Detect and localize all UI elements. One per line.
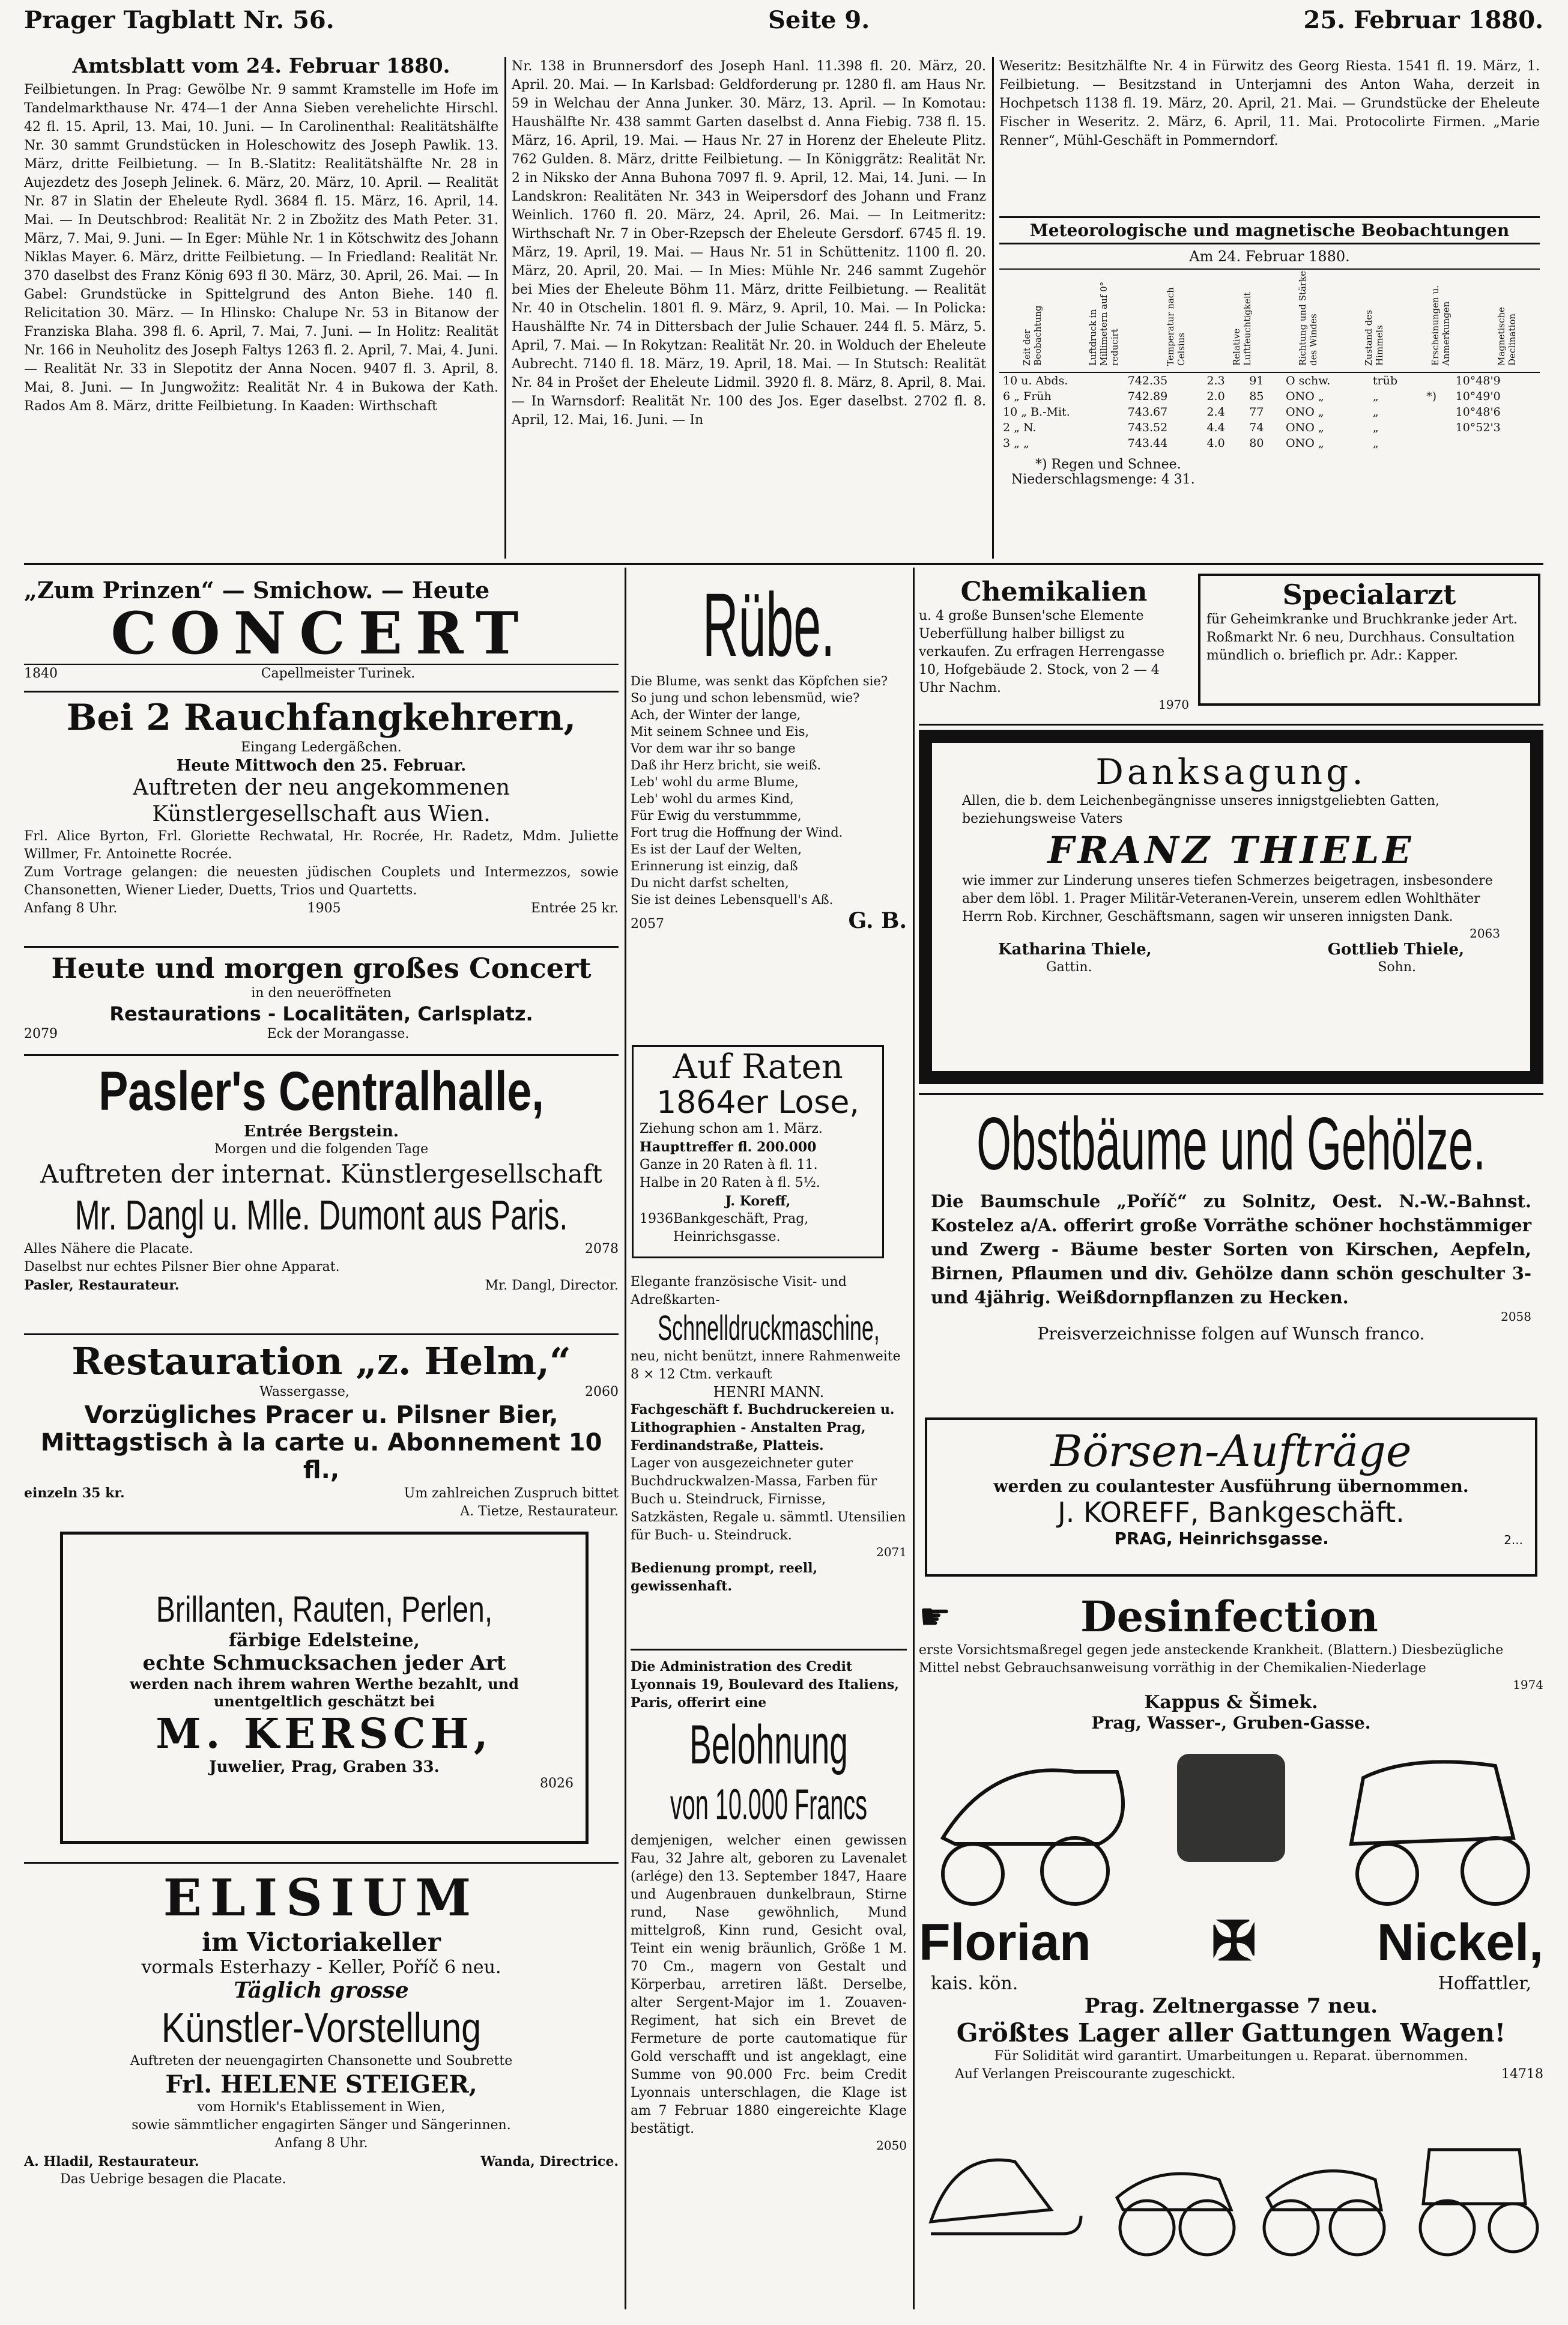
meteo-cell: 10 „ B.-Mit.	[1003, 405, 1070, 419]
meteo-col-header: Magnetische Declination	[1495, 307, 1518, 366]
meteo-cell: ONO „	[1286, 421, 1324, 434]
obst-title: Obstbäume und Gehölze.	[976, 1103, 1486, 1186]
meteo-cell: ONO „	[1286, 390, 1324, 403]
desinf-body: erste Vorsichtsmaßregel gegen jede ansteckende Krankheit. (Blattern.) Diesbezügliche Mittel nebst Gebrauchsanweisung vorräthig in der Chemikalien-Niederlage	[919, 1643, 1504, 1676]
ad-number: 1905	[307, 901, 341, 916]
rauch-l6: Anfang 8 Uhr.	[24, 901, 118, 916]
pasler-l3: Auftreten der internat. Künstlergesellschaft	[40, 1159, 602, 1189]
elisium-l9: Anfang 8 Uhr.	[274, 2136, 368, 2151]
poem-line: Sie ist deines Lebensquell's Aß.	[631, 893, 834, 907]
meteo-cell: 743.67	[1127, 405, 1168, 419]
pasler-l6: Daselbst nur echtes Pilsner Bier ohne Apparat.	[24, 1260, 340, 1275]
meteo-date: Am 24. Februar 1880.	[1189, 248, 1350, 265]
dank-sig2: Gottlieb Thiele,	[1327, 941, 1464, 959]
nickel-l6: Größtes Lager aller Gattungen Wagen!	[956, 2018, 1506, 2048]
schnell-l3: neu, nicht benützt, innere Rahmenweite 8 × 12 Ctm. verkauft	[631, 1349, 901, 1382]
meteo-cell	[1423, 373, 1452, 389]
raten-l3: Ziehung schon am 1. März.	[640, 1121, 823, 1136]
header-left: Prager Tagblatt Nr. 56.	[24, 6, 334, 34]
meteo-cell: 743.52	[1127, 421, 1168, 434]
helm-l1: Wassergasse,	[259, 1384, 350, 1399]
elisium-l10: A. Hladil, Restaurateur.	[24, 2154, 199, 2169]
obst-foot: Preisverzeichnisse folgen auf Wunsch franco.	[1037, 1324, 1425, 1344]
elisium-l12: Das Uebrige besagen die Placate.	[60, 2172, 286, 2187]
pointing-hand-icon: ☛	[919, 1595, 951, 1638]
ad-belohnung	[631, 1658, 907, 2306]
section-rule	[24, 691, 619, 693]
section-rule	[919, 724, 1543, 726]
amtsblatt-col1	[24, 54, 498, 559]
heute-title: Heute und morgen großes Concert	[51, 952, 592, 984]
meteo-cell: 2 „ N.	[1003, 421, 1037, 434]
chem-body: u. 4 große Bunsen'sche Elemente Ueberfüllung halber billigst zu verkaufen. Zu erfragen Herrengasse 10, Hofgebäude 2. Stock, von 2 — 4 Uhr Nachm.	[919, 608, 1165, 696]
meteo-table	[999, 216, 1540, 559]
schnell-l1: Elegante französische Visit- und Adreßkarten-	[631, 1275, 847, 1308]
pasler-l1: Entrée Bergstein.	[244, 1123, 399, 1141]
meteo-cell: 4.0	[1206, 437, 1225, 450]
divider	[504, 57, 506, 559]
kersch-l4: werden nach ihrem wahren Werthe bezahlt, und unentgeltlich geschätzt bei	[130, 1675, 519, 1710]
kersch-l1: Brillanten, Rauten, Perlen,	[156, 1589, 493, 1629]
carriage-icon	[919, 1736, 1543, 1910]
kersch-l5: M. KERSCH,	[156, 1710, 493, 1758]
meteo-cell: 742.89	[1127, 390, 1168, 403]
helm-l4: einzeln 35 kr.	[24, 1485, 125, 1501]
elisium-l8: sowie sämmtlicher engagirten Sänger und Sängerinnen.	[132, 2118, 511, 2133]
section-rule	[24, 1333, 619, 1335]
amtsblatt-text-1: Feilbietungen. In Prag: Gewölbe Nr. 9 sammt Kramstelle im Hofe im Tandelmarkthause Nr. 474—1 der Anna Sieben verehelichte Hirschl. 42 fl. 15. April, 13. Mai, 10. Juni. — In Carolinenthal: Realitätshälfte Nr. 30 sammt Grundstücken in Holeschowitz des Joseph Pawlik. 13. März, dritte Feilbietung. — In B.-Slatitz: Realitätshälfte Nr. 28 in Aujezdetz des Joseph Jelinek. 6. März, 20. März, 10. April. — Realität Nr. 87 in Slatin der Eheleute Rydl. 3684 fl. 15. März, 16. April, 14. Mai. — In Deutschbrod: Realität Nr. 2 in Zbožitz des Math Peter. 31. März, 7. Mai, 9. Juni. — In Eger: Mühle Nr. 1 in Kötschwitz des Johann Niklas Mayer. 6. März, dritte Feilbietung. — In Friedland: Realität Nr. 370 daselbst des Franz König 693 fl 30. März, 30. April, 26. Mai. — In Gabel: Grundstücke in Spittelgrund des Anton Biehe. 140 fl. Relicitation 30. März. — In Hlinsko: Chalupe Nr. 53 in Bitanow der Franziska Blaha. 398 fl. 6. April, 7. Mai, 7. Juni. — In Holitz: Realität Nr. 166 in Neuholitz des Joseph Faltys 1263 fl. 2. April, 7. Mai, 4. Juni. — Realität Nr. 33 in Slepotitz der Anna Nocen. 9407 fl. 3. April, 8. Mai, 8. Juni. — In Jungwožitz: Realität Nr. 4 in Bukowa der Kath. Rados Am 8. März, dritte Feilbietung. In Kaaden: Wirthschaft	[24, 82, 498, 414]
sleigh-illustration	[919, 2090, 1543, 2270]
eagle-icon: ✠	[1211, 1912, 1257, 1972]
heute-l3: Eck der Morangasse.	[267, 1026, 410, 1041]
helm-title: Restauration „z. Helm,“	[71, 1339, 571, 1383]
pasler-l2: Morgen und die folgenden Tage	[214, 1142, 429, 1157]
section-rule	[24, 946, 619, 948]
raten-l8: Bankgeschäft, Prag, Heinrichsgasse.	[673, 1211, 809, 1244]
poem-line: Leb' wohl du armes Kind,	[631, 792, 794, 806]
helm-l2: Vorzügliches Pracer u. Pilsner Bier,	[84, 1401, 558, 1429]
meteo-cell	[1452, 435, 1540, 451]
ad-chemikalien	[919, 577, 1189, 721]
amtsblatt-title: Amtsblatt vom 24. Februar 1880.	[72, 54, 450, 78]
elisium-l4: Künstler-Vorstellung	[161, 2004, 482, 2051]
heute-l1: in den neueröffneten	[251, 986, 392, 1001]
helm-l6: A. Tietze, Restaurateur.	[460, 1504, 619, 1519]
meteo-cell	[1423, 420, 1452, 435]
meteo-cell: 10°49'0	[1455, 390, 1501, 403]
ad-obstbaeume	[919, 1099, 1543, 1375]
meteo-cell: 4.4	[1206, 421, 1225, 434]
meteo-row	[999, 420, 1540, 435]
meteo-title: Meteorologische und magnetische Beobachtungen	[999, 216, 1540, 244]
boerse-title: Börsen-Aufträge	[1050, 1426, 1412, 1476]
ad-desinfection	[919, 1592, 1543, 1733]
meteo-cell: 10°48'6	[1455, 405, 1501, 419]
meteo-cell	[1423, 435, 1452, 451]
meteo-col-header: Zustand des Himmels	[1363, 310, 1385, 366]
nickel-l1: Florian	[919, 1914, 1091, 1971]
special-title: Specialarzt	[1282, 578, 1456, 611]
schnell-l4: HENRI MANN.	[713, 1384, 825, 1401]
ad-number: 1970	[1158, 697, 1189, 712]
poem-line: Vor dem war ihr so bange	[631, 741, 796, 756]
ad-prinzen	[24, 577, 619, 688]
kersch-l2: färbige Edelsteine,	[229, 1630, 420, 1651]
meteo-cell: 91	[1249, 374, 1264, 387]
meteo-row	[999, 404, 1540, 420]
meteo-cell: 10°48'9	[1455, 374, 1501, 387]
meteo-cell: 743.44	[1127, 437, 1168, 450]
meteo-row	[999, 389, 1540, 404]
ad-danksagung	[919, 730, 1543, 1084]
poem-line: Für Ewig du verstummme,	[631, 808, 802, 823]
nickel-l5: Prag. Zeltnergasse 7 neu.	[1084, 1994, 1378, 2018]
ad-kersch	[60, 1532, 589, 1844]
pasler-l4: Mr. Dangl u. Mlle. Dumont aus Paris.	[74, 1192, 568, 1238]
rauch-l2: Heute Mittwoch den 25. Februar.	[176, 757, 467, 775]
ad-number: 2079	[24, 1026, 58, 1041]
nickel-l2: Nickel,	[1376, 1914, 1543, 1971]
meteo-cell: 74	[1249, 421, 1264, 434]
section-rule	[919, 1093, 1543, 1095]
divider	[625, 568, 626, 2309]
sleigh-icon	[919, 2090, 1543, 2270]
prinzen-concert: CONCERT	[110, 599, 532, 667]
meteo-cell: 2.0	[1206, 390, 1225, 403]
kersch-l3: echte Schmucksachen jeder Art	[142, 1651, 506, 1675]
schnell-l6: Lager von ausgezeichneter guter Buchdruckwalzen-Massa, Farben für Buch u. Steindruck, Firnisse, Satzkästen, Regale u. sämmtl. Utensilien für Buch- u. Steindruck.	[631, 1456, 906, 1543]
dank-name: FRANZ THIELE	[1047, 828, 1415, 872]
meteo-cell: ONO „	[1286, 437, 1324, 450]
ad-boerse	[925, 1417, 1537, 1577]
meteo-cell: „	[1372, 390, 1379, 403]
rauch-l4: Frl. Alice Byrton, Frl. Gloriette Rechwatal, Hr. Rocrée, Hr. Radetz, Mdm. Juliette Willmer, Fr. Antoinette Rocrée.	[24, 829, 619, 862]
meteo-cell: O schw.	[1286, 374, 1331, 387]
boerse-l3: PRAG, Heinrichsgasse.	[1114, 1529, 1329, 1548]
section-rule	[24, 1054, 619, 1056]
meteo-cell: „	[1372, 437, 1379, 450]
meteo-cell: trüb	[1372, 374, 1398, 387]
divider	[992, 57, 994, 559]
schnell-l2: Schnelldruckmaschine,	[658, 1309, 880, 1348]
amtsblatt-text-2: Nr. 138 in Brunnersdorf des Joseph Hanl. 11.398 fl. 20. März, 20. April. 20. Mai. — In Karlsbad: Geldforderung pr. 1280 fl. am Haus Nr. 59 in Welchau der Anna Junker. 30. März, 13. April. — In Komotau: Haushälfte Nr. 438 sammt Garten daselbst d. Anna Fiebig. 738 fl. 15. März, 16. April, 19. Mai. — Haus Nr. 27 in Horenz der Eheleute Plitz. 762 Gulden. 8. März, dritte Feilbietung. — In Königgrätz: Realität Nr. 2 in Niksko der Anna Buhona 7097 fl. 9. April, 12. Mai, 14. Juni. — In Landskron: Realitäten Nr. 343 in Weipersdorf des Johann und Franz Weinlich. 1760 fl. 20. März, 24. April, 26. Mai. — In Leitmeritz: Wirthschaft Nr. 7 in Ober-Rzepsch der Eheleute Gersdorf. 6745 fl. 19. März, 19. April, 19. Mai. — Haus Nr. 51 in Schüttenitz. 1100 fl. 20. März, 20. April, 20. Mai. — In Mies: Mühle Nr. 246 sammt Zugehör bei Mies der Eheleute Böhm 11. März, dritte Feilbietung. — Realität Nr. 40 in Otschelin. 1801 fl. 9. März, 9. April, 10. Mai. — In Policka: Haushälfte Nr. 74 in Dittersbach der Julie Schauer. 244 fl. 5. März, 5. April, 7. Mai. — In Rokytzan: Realität Nr. 20. in Wolduch der Eheleute Aubrecht. 7140 fl. 18. März, 19. April, 18. Mai. — In Stutsch: Realität Nr. 84 in Prošet der Eheleute Lidmil. 3920 fl. 8. März, 8. April, 8. Mai. — In Warnsdorf: Realität Nr. 100 des Jos. Eger daselbst. 2702 fl. 8. April, 12. Mai, 16. Juni. — In	[512, 59, 986, 428]
belohnung-l3: von 10.000 Francs	[670, 1781, 867, 1829]
ruebe-poem	[631, 673, 907, 908]
raten-l4: Haupttreffer fl. 200.000	[640, 1139, 817, 1155]
desinf-title: Desinfection	[1080, 1592, 1378, 1641]
poem-line: So jung und schon lebensmüd, wie?	[631, 691, 860, 705]
raten-l1: Auf Raten	[673, 1047, 843, 1087]
ad-number: 2058	[1501, 1309, 1531, 1324]
raten-l2: 1864er Lose,	[656, 1085, 859, 1121]
dank-sig2b: Sohn.	[1378, 960, 1416, 975]
poem-line: Du nicht darfst schelten,	[631, 876, 789, 890]
elisium-l3: Täglich grosse	[234, 1978, 409, 2003]
rauch-l7: Entrée 25 kr.	[530, 901, 619, 916]
heute-l2: Restaurations - Localitäten, Carlsplatz.	[109, 1002, 533, 1025]
rauch-l5: Zum Vortrage gelangen: die neuesten jüdischen Couplets und Intermezzos, sowie Chansonetten, Wiener Lieder, Duetts, Trios und Quartetts.	[24, 865, 619, 898]
ad-number: 1936	[640, 1211, 673, 1226]
carriage-illustration	[919, 1736, 1543, 1910]
helm-l3: Mittagstisch à la carte u. Abonnement 10 fl.,	[40, 1429, 602, 1484]
dank-sig1b: Gattin.	[1046, 960, 1092, 975]
schnell-l5: Fachgeschäft f. Buchdruckereien u. Lithographien - Anstalten Prag, Ferdinandstraße, Platteis.	[631, 1402, 895, 1454]
header-date: 25. Februar 1880.	[1303, 6, 1543, 34]
nickel-l8: Auf Verlangen Preiscourante zugeschickt.	[955, 2067, 1236, 2082]
meteo-cell	[1423, 404, 1452, 420]
ad-raten	[632, 1045, 884, 1258]
header-page: Seite 9.	[768, 6, 870, 34]
belohnung-l2: Belohnung	[689, 1714, 848, 1775]
section-rule	[24, 563, 1543, 565]
pasler-l5: Alles Nähere die Placate.	[24, 1241, 193, 1256]
ad-number: 2...	[1504, 1533, 1523, 1547]
nickel-l7: Für Solidität wird garantirt. Umarbeitungen u. Reparat. übernommen.	[994, 2049, 1468, 2064]
ad-rauchfangkehrer	[24, 697, 619, 943]
amtsblatt-col3	[999, 57, 1540, 213]
ad-nickel	[919, 1736, 1543, 2312]
ruebe-sig: G. B.	[848, 908, 907, 933]
poem-line: Erinnerung ist einzig, daß	[631, 859, 798, 873]
poem-line: Mit seinem Schnee und Eis,	[631, 724, 810, 739]
meteo-precip: Niederschlagsmenge: 4 31.	[1011, 472, 1195, 487]
special-body: für Geheimkranke und Bruchkranke jeder Art. Roßmarkt Nr. 6 neu, Durchhaus. Consultation mündlich o. brieflich pr. Adr.: Kapper.	[1206, 612, 1518, 663]
dank-sig1: Katharina Thiele,	[998, 941, 1152, 959]
poem-line: Leb' wohl du arme Blume,	[631, 775, 799, 789]
obst-body: Die Baumschule „Poříč“ zu Solnitz, Oest. N.-W.-Bahnst. Kostelez a/A. offerirt große Vorräthe schöner hochstämmiger und Zwerg - Bäume bester Sorten von Kirschen, Aepfeln, Birnen, Pflaumen und div. Gehölze dann schön geschulter 3- und 4jährig. Weißdornpflanzen zu Hecken.	[931, 1191, 1531, 1308]
belohnung-l1: Die Administration des Credit Lyonnais 19, Boulevard des Italiens, Paris, offerirt eine	[631, 1659, 899, 1711]
meteo-cell: 742.35	[1127, 374, 1168, 387]
pasler-l8: Mr. Dangl, Director.	[485, 1278, 619, 1293]
meteo-cell: „	[1372, 421, 1379, 434]
meteo-cell: 85	[1249, 390, 1264, 403]
elisium-l5: Auftreten der neuengagirten Chansonette und Soubrette	[130, 2054, 513, 2069]
amtsblatt-col2	[512, 57, 986, 559]
schnell-l7: Bedienung prompt, reell, gewissenhaft.	[631, 1560, 818, 1594]
ad-ruebe	[631, 574, 907, 1021]
raten-l6: Halbe in 20 Raten à fl. 5½.	[640, 1175, 820, 1190]
dank-body: Allen, die b. dem Leichenbegängnisse unseres innigstgeliebten Gatten, beziehungsweise Vaters	[962, 793, 1439, 826]
meteo-cell: 10°52'3	[1455, 421, 1501, 434]
poem-line: Es ist der Lauf der Welten,	[631, 842, 802, 856]
ad-number: 2057	[631, 917, 664, 932]
pasler-title: Pasler's Centralhalle,	[98, 1061, 544, 1122]
meteo-note: *) Regen und Schnee.	[1035, 457, 1181, 472]
meteo-col-header: Temperatur nach Celsius	[1164, 287, 1187, 366]
dank-body2: wie immer zur Linderung unseres tiefen Schmerzes beigetragen, insbesondere aber dem löbl. 1. Prager Militär-Veteranen-Verein, unserem edlen Wohlthäter Herrn Rob. Kirchner, Geschäftsmann, sagen wir unseren innigsten Dank.	[962, 873, 1493, 924]
kersch-l6: Juwelier, Prag, Graben 33.	[209, 1758, 440, 1776]
meteo-col-header: Richtung und Stärke des Windes	[1297, 271, 1319, 366]
rauch-l3: Auftreten der neu angekommenen Künstlergesellschaft aus Wien.	[133, 775, 510, 826]
raten-l5: Ganze in 20 Raten à fl. 11.	[640, 1157, 818, 1172]
page-header	[24, 6, 1543, 42]
ad-number: 2078	[585, 1241, 619, 1256]
raten-l7: J. Koreff,	[725, 1193, 791, 1209]
meteo-cell: 77	[1249, 405, 1264, 419]
desinf-l2: Kappus & Šimek.	[1144, 1692, 1318, 1713]
section-rule	[24, 1862, 619, 1864]
elisium-l1: im Victoriakeller	[202, 1927, 441, 1957]
meteo-row	[999, 373, 1540, 389]
pasler-l7: Pasler, Restaurateur.	[24, 1278, 180, 1293]
elisium-l7: vom Hornik's Etablissement in Wien,	[197, 2100, 446, 2115]
elisium-title: ELISIUM	[163, 1868, 480, 1927]
meteo-cell: 3 „ „	[1003, 437, 1029, 450]
ad-number: 8026	[540, 1776, 574, 1791]
meteo-cell: *)	[1426, 390, 1436, 403]
ad-number: 2050	[876, 2138, 907, 2153]
boerse-l2: J. KOREFF, Bankgeschäft.	[1058, 1496, 1405, 1529]
rauch-title: Bei 2 Rauchfangkehrern,	[66, 697, 577, 739]
ad-specialarzt	[1198, 574, 1540, 706]
ad-number: 1840	[24, 666, 58, 681]
helm-l5: Um zahlreichen Zuspruch bittet	[404, 1486, 619, 1501]
ad-pasler	[24, 1060, 619, 1330]
nickel-l3: kais. kön.	[931, 1973, 1019, 1994]
meteo-cell: 2.4	[1206, 405, 1225, 419]
ad-number: 1974	[1513, 1678, 1543, 1692]
belohnung-l4: demjenigen, welcher einen gewissen Fau, 32 Jahre alt, geboren zu Lavenalet (arlége) den 13. September 1847, Haare und Augenbrauen dunkelbraun, Stirne rund, Nase gewöhnlich, Mund mittelgroß, Kinn rund, Gesicht oval, Teint ein wenig bräunlich, Größe 1 M. 70 Cm., magern von Gestalt und Körperbau, arretiren läßt. Derselbe, alter Sergent-Major im 1. Zouaven-Regiment, hat sich ein Brevet de Fermeture de porte cautomatique für Gold verschafft und ist angeklagt, eine Summe von 90.000 Frc. beim Credit Lyonnais unterschlagen, die Klage ist am 7 Februar 1880 eingereichte Klage bestätigt.	[631, 1833, 907, 2136]
prinzen-title: „Zum Prinzen“ — Smichow. — Heute	[24, 577, 490, 604]
ad-heute	[24, 952, 619, 1051]
elisium-l11: Wanda, Directrice.	[480, 2154, 619, 2169]
meteo-cell: ONO „	[1286, 405, 1324, 419]
ad-number: 2071	[876, 1545, 907, 1559]
meteo-row	[999, 435, 1540, 451]
ad-schnelldruck	[631, 1273, 907, 1640]
ruebe-title: Rübe.	[702, 574, 835, 675]
ad-number: 2060	[584, 1384, 619, 1399]
meteo-cell: 80	[1249, 437, 1264, 450]
ad-elisium	[24, 1868, 619, 2306]
boerse-l1: werden zu coulantester Ausführung übernommen.	[993, 1476, 1469, 1496]
meteo-cell: 2.3	[1206, 374, 1225, 387]
ad-helm	[24, 1339, 619, 1519]
meteo-col-header: Erscheinungen u. Anmerkungen	[1429, 285, 1451, 366]
meteo-col-header: Luftdruck in Millimetern auf 0° reducirt	[1088, 281, 1121, 366]
rauch-l1: Eingang Ledergäßchen.	[241, 740, 402, 755]
meteo-cell: 6 „ Früh	[1003, 390, 1052, 403]
meteo-col-header: Zeit der Beobachtung	[1022, 305, 1044, 366]
amtsblatt-text-3: Weseritz: Besitzhälfte Nr. 4 in Fürwitz des Georg Riesta. 1541 fl. 19. März, 1. Feilbietung. — Besitzstand in Unterjamni des Anton Waha, derzeit in Hochpetsch 1138 fl. 19. März, 20. April, 21. Mai. — Grundstücke der Eheleute Fischer in Weseritz. 2. März, 6. April, 11. Mai. Protocolirte Firmen. „Marie Renner“, Mühl-Geschäft in Pommerndorf.	[999, 59, 1540, 148]
section-rule	[631, 1649, 907, 1651]
meteo-cell: „	[1372, 405, 1379, 419]
meteo-cell: 10 u. Abds.	[1003, 374, 1068, 387]
nickel-l4: Hoffattler,	[1438, 1973, 1531, 1994]
meteo-col-header: Relative Luftfeuchtigkeit	[1230, 292, 1253, 366]
desinf-l3: Prag, Wasser-, Gruben-Gasse.	[1091, 1713, 1371, 1733]
divider	[913, 568, 915, 2309]
poem-line: Daß ihr Herz bricht, sie weiß.	[631, 758, 822, 772]
ad-number: 2063	[1470, 926, 1500, 941]
dank-title: Danksagung.	[1095, 751, 1367, 792]
meteo-rows	[999, 373, 1540, 451]
prinzen-sub: Capellmeister Turinek.	[261, 666, 416, 681]
poem-line: Ach, der Winter der lange,	[631, 708, 801, 722]
poem-line: Fort trug die Hoffnung der Wind.	[631, 825, 843, 840]
chem-title: Chemikalien	[960, 577, 1148, 607]
elisium-l2: vormals Esterhazy - Keller, Poříč 6 neu.	[141, 1957, 501, 1978]
poem-line: Die Blume, was senkt das Köpfchen sie?	[631, 674, 888, 688]
ad-number: 14718	[1501, 2067, 1543, 2082]
elisium-l6: Frl. HELENE STEIGER,	[165, 2070, 477, 2099]
